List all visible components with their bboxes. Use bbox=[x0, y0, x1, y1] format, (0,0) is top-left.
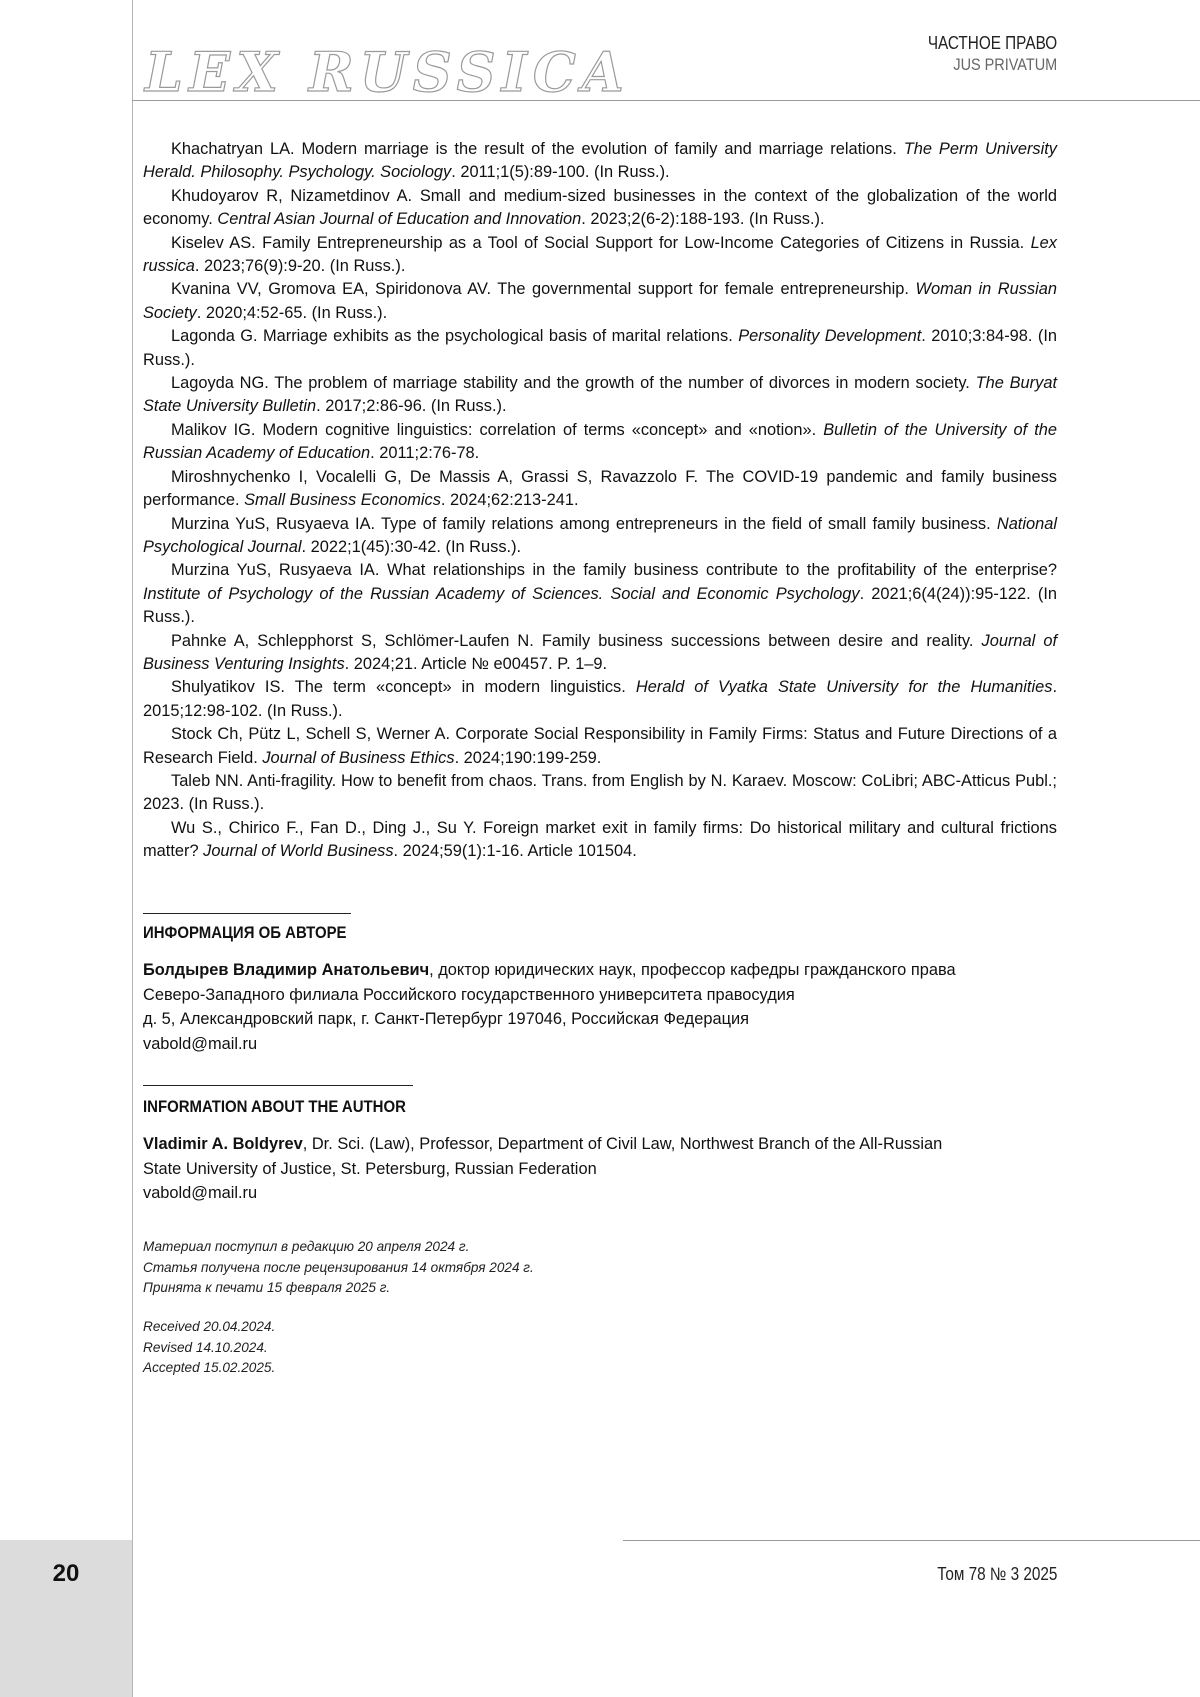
reference-main: Lagoyda NG. The problem of marriage stability and the growth of the number of divorces in modern society. bbox=[171, 374, 976, 392]
reference-item bbox=[143, 770, 1057, 817]
reference-main: Kvanina VV, Gromova EA, Spiridonova AV. The governmental support for female entrepreneurship. bbox=[171, 280, 915, 298]
reference-journal: Journal of Business Ethics bbox=[262, 749, 454, 767]
reference-item bbox=[143, 466, 1057, 513]
reference-item bbox=[143, 513, 1057, 560]
section-name-ru: ЧАСТНОЕ ПРАВО bbox=[928, 32, 1057, 54]
reference-journal: Woman in Russian Society bbox=[143, 280, 1057, 321]
dates-ru bbox=[143, 1237, 534, 1299]
page-number: 20 bbox=[0, 1560, 132, 1588]
reference-tail: . 2022;1(45):30-42. (In Russ.). bbox=[302, 538, 522, 556]
reference-main: Kiselev AS. Family Entrepreneurship as a Tool of Social Support for Low-Income Categories of Citizens in Russia. bbox=[171, 234, 1031, 252]
reference-main: Murzina YuS, Rusyaeva IA. Type of family relations among entrepreneurs in the field of small family business. bbox=[171, 515, 997, 533]
author-en-block bbox=[143, 1132, 1073, 1206]
author-en-desc-2: State University of Justice, St. Petersburg, Russian Federation bbox=[143, 1157, 1073, 1182]
author-en-title: INFORMATION ABOUT THE AUTHOR bbox=[143, 1097, 406, 1117]
reference-item bbox=[143, 676, 1057, 723]
reference-tail: . 2024;62:213-241. bbox=[441, 491, 579, 509]
reference-journal: Central Asian Journal of Education and Innovation bbox=[217, 210, 581, 228]
section-name-latin: JUS PRIVATUM bbox=[928, 54, 1057, 76]
reference-item bbox=[143, 138, 1057, 185]
reference-main: Khudoyarov R, Nizametdinov A. Small and medium-sized businesses in the context of the globalization of the world economy. bbox=[143, 187, 1057, 228]
reference-tail: . 2011;2:76-78. bbox=[370, 444, 479, 462]
author-en-divider bbox=[143, 1085, 413, 1086]
author-en-affiliation bbox=[143, 1132, 1073, 1157]
author-ru-affiliation bbox=[143, 958, 1073, 983]
reference-item bbox=[143, 723, 1057, 770]
reference-item bbox=[143, 372, 1057, 419]
issue-info: Том 78 № 3 2025 bbox=[937, 1564, 1057, 1585]
reference-journal: National Psychological Journal bbox=[143, 515, 1057, 556]
reference-main: Stock Ch, Pütz L, Schell S, Werner A. Corporate Social Responsibility in Family Firms: Status and Future Directions of a Research Field. bbox=[143, 725, 1057, 766]
reference-journal: The Perm University Herald. Philosophy. Psychology. Sociology bbox=[143, 140, 1057, 181]
reference-tail: . 2011;1(5):89-100. (In Russ.). bbox=[451, 163, 669, 181]
author-ru-divider bbox=[143, 913, 351, 914]
author-en-desc-1: , Dr. Sci. (Law), Professor, Department of Civil Law, Northwest Branch of the All-Russian bbox=[303, 1135, 942, 1153]
header-rule bbox=[132, 100, 1200, 101]
author-ru-desc-1: , доктор юридических наук, профессор кафедры гражданского права bbox=[429, 961, 956, 979]
reference-main: Wu S., Chirico F., Fan D., Ding J., Su Y. Foreign market exit in family firms: Do historical military and cultural frictions matter? bbox=[143, 819, 1057, 860]
reference-tail: . 2024;59(1):1-16. Article 101504. bbox=[394, 842, 637, 860]
reference-item bbox=[143, 630, 1057, 677]
date-ru-revised: Статья получена после рецензирования 14 октября 2024 г. bbox=[143, 1258, 534, 1279]
reference-tail: . 2023;76(9):9-20. (In Russ.). bbox=[195, 257, 405, 275]
reference-main: Shulyatikov IS. The term «concept» in modern linguistics. bbox=[171, 678, 636, 696]
reference-main: Lagonda G. Marriage exhibits as the psychological basis of marital relations. bbox=[171, 327, 738, 345]
author-ru-title: ИНФОРМАЦИЯ ОБ АВТОРЕ bbox=[143, 923, 347, 943]
reference-tail: . 2015;12:98-102. (In Russ.). bbox=[143, 678, 1057, 719]
author-ru-address: д. 5, Александровский парк, г. Санкт-Петербург 197046, Российская Федерация bbox=[143, 1007, 1073, 1032]
date-ru-accepted: Принята к печати 15 февраля 2025 г. bbox=[143, 1278, 534, 1299]
reference-main: Malikov IG. Modern cognitive linguistics: correlation of terms «concept» and «notion». bbox=[171, 421, 823, 439]
left-margin-bar bbox=[0, 0, 133, 1697]
date-en-revised: Revised 14.10.2024. bbox=[143, 1338, 275, 1359]
reference-main: Taleb NN. Anti-fragility. How to benefit from chaos. Trans. from English by N. Karaev. Moscow: CoLibri; ABC-Atticus Publ.; 2023. (In Russ.). bbox=[143, 772, 1057, 813]
date-en-accepted: Accepted 15.02.2025. bbox=[143, 1358, 275, 1379]
author-ru-block bbox=[143, 958, 1073, 1056]
reference-journal: Bulletin of the University of the Russian Academy of Education bbox=[143, 421, 1057, 462]
reference-tail: . 2021;6(4(24)):95-122. (In Russ.). bbox=[143, 585, 1057, 626]
reference-item bbox=[143, 185, 1057, 232]
reference-journal: Institute of Psychology of the Russian Academy of Sciences. Social and Economic Psychology bbox=[143, 585, 860, 603]
author-en-email: vabold@mail.ru bbox=[143, 1181, 1073, 1206]
author-ru-name: Болдырев Владимир Анатольевич bbox=[143, 961, 429, 979]
reference-main: Murzina YuS, Rusyaeva IA. What relationships in the family business contribute to the profitability of the enterprise? bbox=[171, 561, 1057, 579]
reference-journal: Journal of World Business bbox=[203, 842, 393, 860]
reference-main: Pahnke A, Schlepphorst S, Schlömer-Laufen N. Family business successions between desire and reality. bbox=[171, 632, 982, 650]
section-name bbox=[905, 32, 1057, 76]
reference-item bbox=[143, 419, 1057, 466]
reference-item bbox=[143, 325, 1057, 372]
reference-journal: Personality Development bbox=[738, 327, 921, 345]
reference-main: Miroshnychenko I, Vocalelli G, De Massis A, Grassi S, Ravazzolo F. The COVID-19 pandemic and family business performance. bbox=[143, 468, 1057, 509]
date-en-received: Received 20.04.2024. bbox=[143, 1317, 275, 1338]
reference-tail: . 2010;3:84-98. (In Russ.). bbox=[143, 327, 1057, 368]
author-en-name: Vladimir A. Boldyrev bbox=[143, 1135, 303, 1153]
reference-tail: . 2024;190:199-259. bbox=[455, 749, 602, 767]
reference-journal: Small Business Economics bbox=[244, 491, 441, 509]
reference-item bbox=[143, 817, 1057, 864]
reference-tail: . 2024;21. Article № e00457. P. 1–9. bbox=[345, 655, 607, 673]
dates-en bbox=[143, 1317, 275, 1379]
reference-main: Khachatryan LA. Modern marriage is the result of the evolution of family and marriage relations. bbox=[171, 140, 904, 158]
reference-tail: . 2017;2:86-96. (In Russ.). bbox=[316, 397, 506, 415]
reference-tail: . 2023;2(6-2):188-193. (In Russ.). bbox=[581, 210, 824, 228]
reference-item bbox=[143, 278, 1057, 325]
reference-journal: Lex russica bbox=[143, 234, 1057, 275]
reference-journal: Journal of Business Venturing Insights bbox=[143, 632, 1057, 673]
reference-tail: . 2020;4:52-65. (In Russ.). bbox=[197, 304, 387, 322]
journal-logo: LEX RUSSICA bbox=[145, 40, 630, 104]
reference-item bbox=[143, 559, 1057, 629]
author-ru-desc-2: Северо-Западного филиала Российского государственного университета правосудия bbox=[143, 983, 1073, 1008]
reference-list bbox=[143, 138, 1057, 864]
footer-rule bbox=[623, 1540, 1200, 1541]
reference-journal: The Buryat State University Bulletin bbox=[143, 374, 1057, 415]
author-ru-email: vabold@mail.ru bbox=[143, 1032, 1073, 1057]
date-ru-received: Материал поступил в редакцию 20 апреля 2024 г. bbox=[143, 1237, 534, 1258]
reference-item bbox=[143, 232, 1057, 279]
reference-journal: Herald of Vyatka State University for the Humanities bbox=[636, 678, 1053, 696]
